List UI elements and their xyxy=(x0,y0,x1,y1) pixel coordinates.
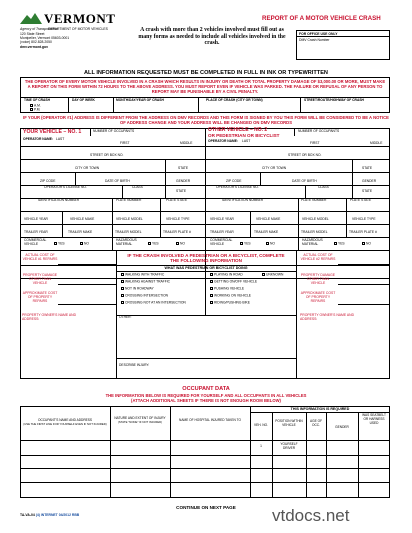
occupant-row-2[interactable] xyxy=(21,456,389,467)
watermark: vtdocs.net xyxy=(272,506,350,525)
v1-plate-number-label: PLATE NUMBER xyxy=(116,198,142,202)
crash-date-label: MONTH/DAY/YEAR OF CRASH xyxy=(116,98,164,102)
ped-option-walking-against[interactable]: WALKING AGAINST TRAFFIC xyxy=(121,280,170,284)
col-injury-nature: NATURE AND EXTENT OF INJURY (STATE "NONE" IF NOT INJURED) xyxy=(114,416,166,424)
v2-gender-label: GENDER xyxy=(362,179,377,183)
row1-vehicle-number: 1 xyxy=(260,444,262,448)
v2-commercial-no[interactable]: NO xyxy=(266,242,275,246)
v2-street-label: STREET OR BOX NO. xyxy=(288,153,322,157)
v2-hazardous-no-checkbox[interactable] xyxy=(362,242,365,245)
v2-id-number-label: IDENTIFICATION NUMBER xyxy=(222,198,264,202)
ped-playing-checkbox[interactable] xyxy=(210,273,213,276)
ped-option-crossing-not-intersection[interactable]: CROSSING NOT AT AN INTERSECTION xyxy=(121,301,201,305)
v1-commercial-yes-checkbox[interactable] xyxy=(54,242,57,245)
office-use-label: FOR OFFICE USE ONLY xyxy=(297,31,389,37)
pedestrian-title-line-2: THE FOLLOWING INFORMATION xyxy=(170,258,242,264)
col-hospital: NAME OF HOSPITAL INJURED TAKEN TO xyxy=(179,418,241,422)
ped-pushing-checkbox[interactable] xyxy=(210,287,213,290)
v1-vehicle-make-label: VEHICLE MAKE xyxy=(70,217,95,221)
pedestrian-title-line-1: IF THE CRASH INVOLVED A PEDESTRIAN OR A BICYCLIST, COMPLETE xyxy=(127,253,285,258)
ink-notice: ALL INFORMATION REQUESTED MUST BE COMPLETED IN FULL IN INK OR TYPEWRITTEN xyxy=(84,70,328,76)
v2-commercial-label: COMMERCIAL VEHICLE xyxy=(210,238,233,246)
v2-hazardous-yes[interactable]: YES xyxy=(334,242,345,246)
v2-license-state-label: STATE xyxy=(362,189,373,193)
vehicle-2-occupants-label: NUMBER OF OCCUPANTS xyxy=(298,129,340,133)
pedestrian-title xyxy=(118,253,294,264)
vehicle-1-last-label: LAST xyxy=(56,137,65,141)
v1-hazardous-yes[interactable]: YES xyxy=(148,242,159,246)
v1-hazardous-no[interactable]: NO xyxy=(176,242,185,246)
v2-street-field[interactable] xyxy=(207,147,388,158)
ped-option-playing[interactable]: PLAYING IN ROAD xyxy=(210,273,243,277)
v2-trailer-model-label: TRAILER MODEL xyxy=(301,230,328,234)
v1-hazardous-yes-checkbox[interactable] xyxy=(148,242,151,245)
v1-city-label: CITY OR TOWN xyxy=(75,166,100,170)
occupant-row-1[interactable] xyxy=(21,441,250,454)
vehicle-2-last-label: LAST xyxy=(242,139,251,143)
v1-trailer-model-label: TRAILER MODEL xyxy=(115,230,142,234)
col-age: AGE OF OCC. xyxy=(309,419,323,427)
form-revision: (4) INTERNET 04/2012 RBB xyxy=(35,513,80,517)
dmv-crash-number-label: DMV Crash Number xyxy=(299,38,330,42)
vehicle-1-first-label: FIRST xyxy=(120,141,130,145)
v1-dob-label: DATE OF BIRTH xyxy=(105,179,130,183)
vehicle-1-operator-name-label: OPERATOR NAME: xyxy=(23,137,54,141)
vehicle-2-operator-name-field[interactable] xyxy=(207,140,388,146)
vehicle-2-middle-label: MIDDLE xyxy=(370,141,383,145)
col-position: POSITION WITHIN VEHICLE xyxy=(275,419,303,427)
v2-commercial-yes-checkbox[interactable] xyxy=(240,242,243,245)
v2-hazardous-label: HAZARDOUS MATERIAL xyxy=(302,238,323,246)
v1-hazardous-no-checkbox[interactable] xyxy=(176,242,179,245)
ped-other-label: OTHER: xyxy=(119,315,132,319)
occupant-title: OCCUPANT DATA xyxy=(182,386,230,392)
v2-zip-label: ZIP CODE xyxy=(226,179,242,183)
v1-license-state-label: STATE xyxy=(176,189,187,193)
row1-position: YOURSELF DRIVER xyxy=(280,442,298,450)
vehicle-2-operator-name-label: OPERATOR NAME: xyxy=(208,139,239,143)
v2-commercial-no-checkbox[interactable] xyxy=(266,242,269,245)
property-damage-label-left: PROPERTY DAMAGE OTHER THAN VEHICLE xyxy=(22,273,58,285)
department-name: DEPARTMENT OF MOTOR VEHICLES xyxy=(48,27,108,31)
pm-label: P.M. xyxy=(34,107,41,112)
owner-label-left: PROPERTY OWNER'S NAME AND ADDRESS: xyxy=(22,313,77,321)
v2-dob-label: DATE OF BIRTH xyxy=(292,179,317,183)
website: dmv.vermont.gov xyxy=(20,45,49,49)
ped-option-not-in-roadway[interactable]: NOT IN ROADWAY xyxy=(121,287,154,291)
am-label: A.M. xyxy=(34,103,41,108)
ped-crossing-intersection-checkbox[interactable] xyxy=(121,294,124,297)
occupant-row-3[interactable] xyxy=(21,469,389,481)
vehicle-1-middle-label: MIDDLE xyxy=(180,141,193,145)
col-vehicle-number: VEH. NO. xyxy=(254,423,268,427)
v1-zip-label: ZIP CODE xyxy=(40,179,56,183)
v2-state-label: STATE xyxy=(362,166,373,170)
mountain-logo-icon xyxy=(20,12,42,24)
ped-option-walking-with[interactable]: WALKING WITH TRAFFIC xyxy=(121,273,164,277)
form-id: TA-VA-04 xyxy=(20,513,35,517)
continue-label: CONTINUE ON NEXT PAGE xyxy=(176,505,236,510)
occupant-row-4[interactable] xyxy=(21,483,389,497)
v1-commercial-label: COMMERCIAL VEHICLE xyxy=(24,238,47,246)
address-line-2: Montpelier, Vermont 05603-0001 xyxy=(20,36,70,40)
ped-other-field[interactable] xyxy=(132,316,294,328)
v1-vehicle-type-label: VEHICLE TYPE xyxy=(166,217,190,221)
v2-vehicle-year-label: VEHICLE YEAR xyxy=(210,217,234,221)
v2-trailer-year-label: TRAILER YEAR xyxy=(210,230,234,234)
v2-city-label: CITY OR TOWN xyxy=(262,166,287,170)
ped-option-crossing-intersection[interactable]: CROSSING INTERSECTION xyxy=(121,294,168,298)
ped-working-checkbox[interactable] xyxy=(210,294,213,297)
pm-checkbox[interactable] xyxy=(30,108,33,111)
v1-street-field[interactable] xyxy=(22,147,203,158)
v1-hazardous-label: HAZARDOUS MATERIAL xyxy=(116,238,137,246)
v2-class-label: CLASS xyxy=(318,185,329,189)
intro-text: A crash with more than 2 vehicles involved must fill out as many forms as needed to include all vehicles involved in the crash. xyxy=(138,27,286,47)
ped-option-getting-on-off[interactable]: GETTING ON/OFF VEHICLE xyxy=(210,280,257,284)
am-checkbox[interactable] xyxy=(30,104,33,107)
actual-cost-v2-label: ACTUAL COST OF VEHICLE #2 REPAIRS xyxy=(300,253,336,261)
v1-vehicle-year-label: VEHICLE YEAR xyxy=(24,217,48,221)
v1-commercial-no-checkbox[interactable] xyxy=(80,242,83,245)
place-of-crash-label: PLACE OF CRASH (CITY OR TOWN) xyxy=(206,98,263,102)
v2-trailer-plate-label: TRAILER PLATE # xyxy=(349,230,377,234)
day-of-week-label: DAY OF WEEK xyxy=(72,98,95,102)
vehicle-2-first-label: FIRST xyxy=(310,141,320,145)
v1-vehicle-model-label: VEHICLE MODEL xyxy=(116,217,143,221)
property-damage-label-right: PROPERTY DAMAGE OTHER THAN VEHICLE xyxy=(300,273,336,285)
v2-trailer-make-label: TRAILER MAKE xyxy=(254,230,279,234)
v1-trailer-year-label: TRAILER YEAR xyxy=(24,230,48,234)
ped-option-working[interactable]: WORKING ON VEHICLE xyxy=(210,294,251,298)
time-of-crash-label: TIME OF CRASH xyxy=(24,98,51,102)
operator-notice: THE OPERATOR OF EVERY MOTOR VEHICLE INVOLVED IN A CRASH WHICH RESULTS IN INJURY OR DEATH OR TOTAL PROPERTY DAMAGE OF $3,000.00 OR MORE, MUST MAKE A REPORT ON THIS FORM WITHIN 72 HOURS TO THE ABOVE ADDRESS. YOU MUST REPORT EVEN IF VEHICLE WAS PARKED. THE FAILURE OR REFUSAL OF ANY PERSON TO REPORT MAY BE PUNISHABLE BY A CIVIL PENALTY. xyxy=(24,79,386,95)
v1-license-label: OPERATOR'S LICENSE NO. xyxy=(44,185,87,189)
form-title: REPORT OF A MOTOR VEHICLE CRASH xyxy=(262,15,381,22)
vehicle-2-title: OTHER VEHICLE – NO. 2 xyxy=(208,127,268,133)
v1-commercial-no[interactable]: NO xyxy=(80,242,89,246)
address-line-1: 120 State Street xyxy=(20,32,45,36)
ped-unknown-checkbox[interactable] xyxy=(262,273,265,276)
form-number xyxy=(20,513,79,517)
occupant-subtitle-2: (ATTACH ADDITIONAL SHEETS IF THERE IS NOT ENOUGH ROOM BELOW) xyxy=(131,398,281,403)
v1-commercial-yes[interactable]: YES xyxy=(54,242,65,246)
phone-number: (voice) 802.828.2050 xyxy=(20,40,52,44)
ped-walking-against-checkbox[interactable] xyxy=(121,280,124,283)
v1-state-label: STATE xyxy=(178,166,189,170)
col-occupant-name: OCCUPANT'S NAME AND ADDRESS (USE THE FIRST LINE FOR YOURSELF EVEN IF NOT INJURED) xyxy=(23,418,107,426)
v2-license-label: OPERATOR'S LICENSE NO. xyxy=(216,185,259,189)
v2-hazardous-yes-checkbox[interactable] xyxy=(334,242,337,245)
approx-cost-label-right: APPROXIMATE COST OF PROPERTY REPAIRS xyxy=(300,291,336,303)
ped-getting-on-off-checkbox[interactable] xyxy=(210,280,213,283)
owner-label-right: PROPERTY OWNER'S NAME AND ADDRESS: xyxy=(300,313,355,321)
ped-option-pushing[interactable]: PUSHING VEHICLE xyxy=(210,287,244,291)
vehicle-1-occupants-label: NUMBER OF OCCUPANTS xyxy=(93,129,135,133)
v2-vehicle-model-label: VEHICLE MODEL xyxy=(302,217,329,221)
pm-option[interactable] xyxy=(30,108,40,112)
vermont-logo xyxy=(20,11,130,25)
vehicle-1-title: YOUR VEHICLE – NO. 1 xyxy=(23,129,82,135)
v1-plate-state-label: PLATE STATE xyxy=(166,198,188,202)
v1-street-label: STREET OR BOX NO. xyxy=(90,153,124,157)
dmv-crash-number-field[interactable] xyxy=(297,43,389,59)
describe-injury-label: DESCRIBE INJURY: xyxy=(119,363,150,367)
ped-crossing-not-intersection-checkbox[interactable] xyxy=(121,301,124,304)
v2-commercial-yes[interactable]: YES xyxy=(240,242,251,246)
v1-class-label: CLASS xyxy=(132,185,143,189)
v1-trailer-make-label: TRAILER MAKE xyxy=(68,230,93,234)
logo-text: VERMONT xyxy=(44,11,116,26)
v2-plate-state-label: PLATE STATE xyxy=(350,198,372,202)
v2-vehicle-make-label: VEHICLE MAKE xyxy=(256,217,281,221)
v1-gender-label: GENDER xyxy=(176,179,191,183)
describe-injury-field[interactable] xyxy=(150,362,294,376)
required-label: THIS INFORMATION IS REQUIRED xyxy=(290,407,350,411)
v1-id-number-label: IDENTIFICATION NUMBER xyxy=(38,198,80,202)
street-of-crash-label: STREET/ROUTE/HIGHWAY OF CRASH xyxy=(304,98,364,102)
actual-cost-v1-label: ACTUAL COST OF VEHICLE #1 REPAIRS xyxy=(22,253,58,261)
col-seatbelt: WAS SEATBELT OR HARNESS USED xyxy=(362,413,386,425)
v2-vehicle-type-label: VEHICLE TYPE xyxy=(352,217,376,221)
ped-walking-with-checkbox[interactable] xyxy=(121,273,124,276)
address-notice: IF YOUR (OPERATOR #1) ADDRESS IS DIFFERENT FROM THE ADDRESS ON DMV RECORDS AND THIS FORM IS SIGNED BY YOU THIS FORM WILL BE CONSIDERED TO BE A NOTICE OF ADDRESS CHANGE AND YOUR ADDRESS WILL BE CHANGED ON DMV RECORDS xyxy=(23,115,389,125)
agency-name: Agency of Transportation xyxy=(20,27,58,31)
v2-plate-number-label: PLATE NUMBER xyxy=(301,198,327,202)
v2-hazardous-no[interactable]: NO xyxy=(362,242,371,246)
occupant-subtitle-1: THE INFORMATION BELOW IS REQUIRED FOR YOURSELF AND ALL OCCUPANTS IN ALL VEHICLES xyxy=(105,393,307,398)
ped-not-in-roadway-checkbox[interactable] xyxy=(121,287,124,290)
col-gender: GENDER xyxy=(335,425,349,429)
pedestrian-doing-label: WHAT WAS PEDESTRIAN OR BICYCLIST DOING xyxy=(164,266,248,270)
ped-option-riding[interactable]: RIDING/PUSHING BIKE xyxy=(210,301,250,305)
ped-option-unknown[interactable]: UNKNOWN xyxy=(262,273,283,277)
v1-trailer-plate-label: TRAILER PLATE # xyxy=(163,230,191,234)
vehicle-2-subtitle: OR PEDESTRIAN OR BICYCLIST xyxy=(208,133,280,138)
ped-riding-checkbox[interactable] xyxy=(210,301,213,304)
approx-cost-label-left: APPROXIMATE COST OF PROPERTY REPAIRS xyxy=(22,291,58,303)
